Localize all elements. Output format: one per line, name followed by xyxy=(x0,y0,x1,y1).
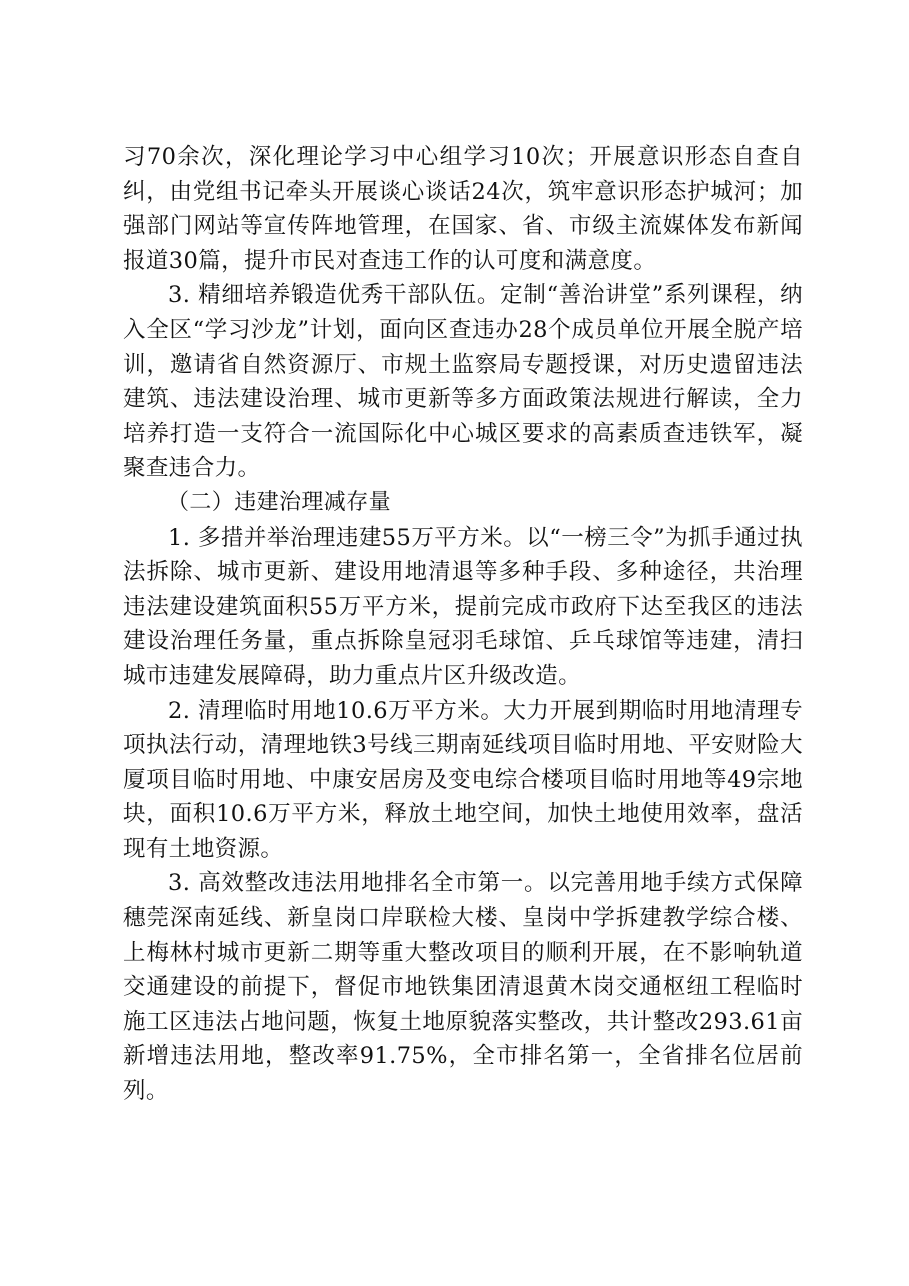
paragraph-demolition: 1. 多措并举治理违建55万平方米。以“一榜三令”为抓手通过执法拆除、城市更新、建设用地清退等多种手段、多种途径，共治理违法建设建筑面积55万平方米，提前完成市政府下达至我区的违法建设治理任务量，重点拆除皇冠羽毛球馆、乒乓球馆等违建，清扫城市违建发展障碍，助力重点片区升级改造。 xyxy=(123,524,803,689)
section-heading: （二）违建治理减存量 xyxy=(167,489,392,515)
paragraph-continuation: 习70余次，深化理论学习中心组学习10次；开展意识形态自查自纠，由党组书记牵头开展谈心谈话24次，筑牢意识形态护城河；加强部门网站等宣传阵地管理，在国家、省、市级主流媒体发布新闻报道30篇，提升市民对查违工作的认可度和满意度。 xyxy=(123,144,803,274)
paragraph-cadre-training: 3. 精细培养锻造优秀干部队伍。定制“善治讲堂”系列课程，纳入全区“学习沙龙”计划，面向区查违办28个成员单位开展全脱产培训，邀请省自然资源厅、市规土监察局专题授课，对历史遗留违法建筑、违法建设治理、城市更新等多方面政策法规进行解读，全力培养打造一支符合一流国际化中心城区要求的高素质查违铁军，凝聚查违合力。 xyxy=(123,282,803,482)
paragraph-land-rectification: 3. 高效整改违法用地排名全市第一。以完善用地手续方式保障穗莞深南延线、新皇岗口岸联检大楼、皇岗中学拆建教学综合楼、上梅林村城市更新二期等重大整改项目的顺利开展，在不影响轨道交通建设的前提下，督促市地铁集团清退黄木岗交通枢纽工程临时施工区违法占地问题，恢复土地原貌落实整改，共计整改293.61亩新增违法用地，整改率91.75%，全市排名第一，全省排名位居前列。 xyxy=(123,870,803,1105)
document-body xyxy=(123,140,803,1109)
paragraph-temporary-land: 2. 清理临时用地10.6万平方米。大力开展到期临时用地清理专项执法行动，清理地铁3号线三期南延线项目临时用地、平安财险大厦项目临时用地、中康安居房及变电综合楼项目临时用地等49宗地块，面积10.6万平方米，释放土地空间，加快土地使用效率，盘活现有土地资源。 xyxy=(123,697,803,862)
